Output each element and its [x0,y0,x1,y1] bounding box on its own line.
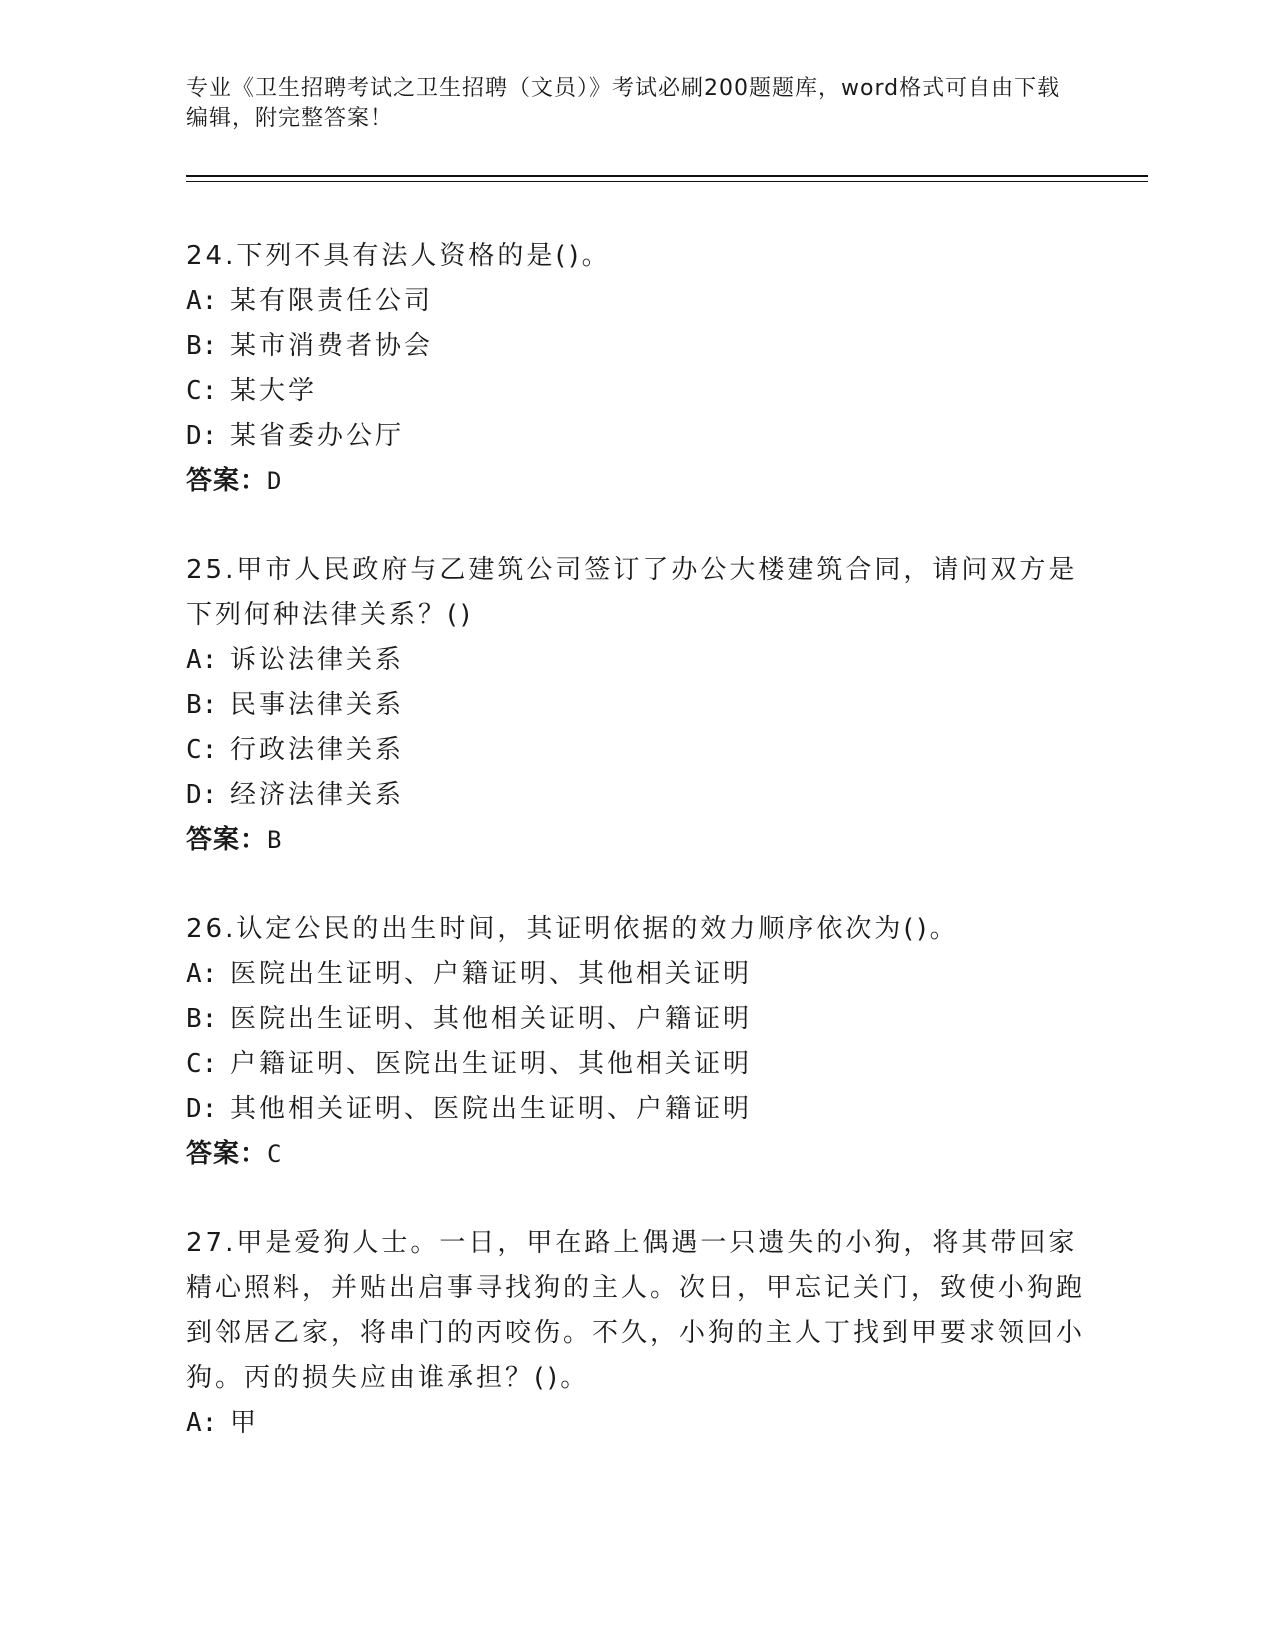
option-key: D: [186,780,218,810]
option-key: B: [186,690,218,720]
option-key: B: [186,331,218,361]
option-text: 行政法律关系 [230,735,405,765]
option-key: D: [186,1094,218,1124]
option-d [186,414,1086,459]
option-c [186,1042,1086,1087]
answer-label: 答案： [186,466,268,496]
question-stem: 26.认定公民的出生时间，其证明依据的效力顺序依次为()。 [186,914,959,944]
option-b [186,324,1086,369]
answer-value: C [267,1140,283,1168]
question-stem: 25.甲市人民政府与乙建筑公司签订了办公大楼建筑合同，请问双方是下列何种法律关系？() [186,555,1078,630]
question-25 [186,548,1086,863]
option-key: A: [186,286,218,316]
question-27 [186,1221,1086,1446]
option-key: A: [186,959,218,989]
header-divider-thin [186,181,1148,182]
answer-value: D [267,467,283,495]
question-list [186,234,1086,1490]
option-text: 其他相关证明、医院出生证明、户籍证明 [230,1094,753,1124]
option-a [186,1401,1086,1446]
option-b [186,683,1086,728]
option-key: C: [186,376,218,406]
option-key: A: [186,1408,218,1438]
option-text: 户籍证明、医院出生证明、其他相关证明 [230,1049,753,1079]
option-b [186,997,1086,1042]
option-d [186,1087,1086,1132]
answer-line [186,818,1086,863]
header-divider-thick [186,175,1148,177]
option-key: A: [186,645,218,675]
question-stem: 24.下列不具有法人资格的是()。 [186,241,611,271]
answer-line [186,459,1086,504]
option-key: C: [186,1049,218,1079]
question-26 [186,907,1086,1177]
answer-line [186,1132,1086,1177]
option-text: 诉讼法律关系 [230,645,405,675]
option-c [186,728,1086,773]
option-c [186,369,1086,414]
question-stem: 27.甲是爱狗人士。一日，甲在路上偶遇一只遗失的小狗，将其带回家精心照料，并贴出启事寻找狗的主人。次日，甲忘记关门，致使小狗跑到邻居乙家，将串门的丙咬伤。不久，小狗的主人丁找到甲要求领回小狗。丙的损失应由谁承担？()。 [186,1228,1086,1393]
option-text: 甲 [230,1408,260,1438]
question-24 [186,234,1086,504]
option-a [186,638,1086,683]
answer-value: B [267,826,283,854]
option-d [186,773,1086,818]
option-text: 医院出生证明、其他相关证明、户籍证明 [230,1004,753,1034]
option-text: 某省委办公厅 [230,421,405,451]
option-key: C: [186,735,218,765]
option-text: 某有限责任公司 [230,286,434,316]
option-text: 医院出生证明、户籍证明、其他相关证明 [230,959,753,989]
option-a [186,952,1086,997]
option-key: B: [186,1004,218,1034]
option-text: 民事法律关系 [230,690,405,720]
answer-label: 答案： [186,1139,268,1169]
option-text: 某市消费者协会 [230,331,434,361]
option-a [186,279,1086,324]
option-key: D: [186,421,218,451]
answer-label: 答案： [186,825,268,855]
option-text: 经济法律关系 [230,780,405,810]
option-text: 某大学 [230,376,318,406]
document-header: 专业《卫生招聘考试之卫生招聘（文员）》考试必刷200题题库，word格式可自由下载编辑，附完整答案！ [186,76,1061,131]
